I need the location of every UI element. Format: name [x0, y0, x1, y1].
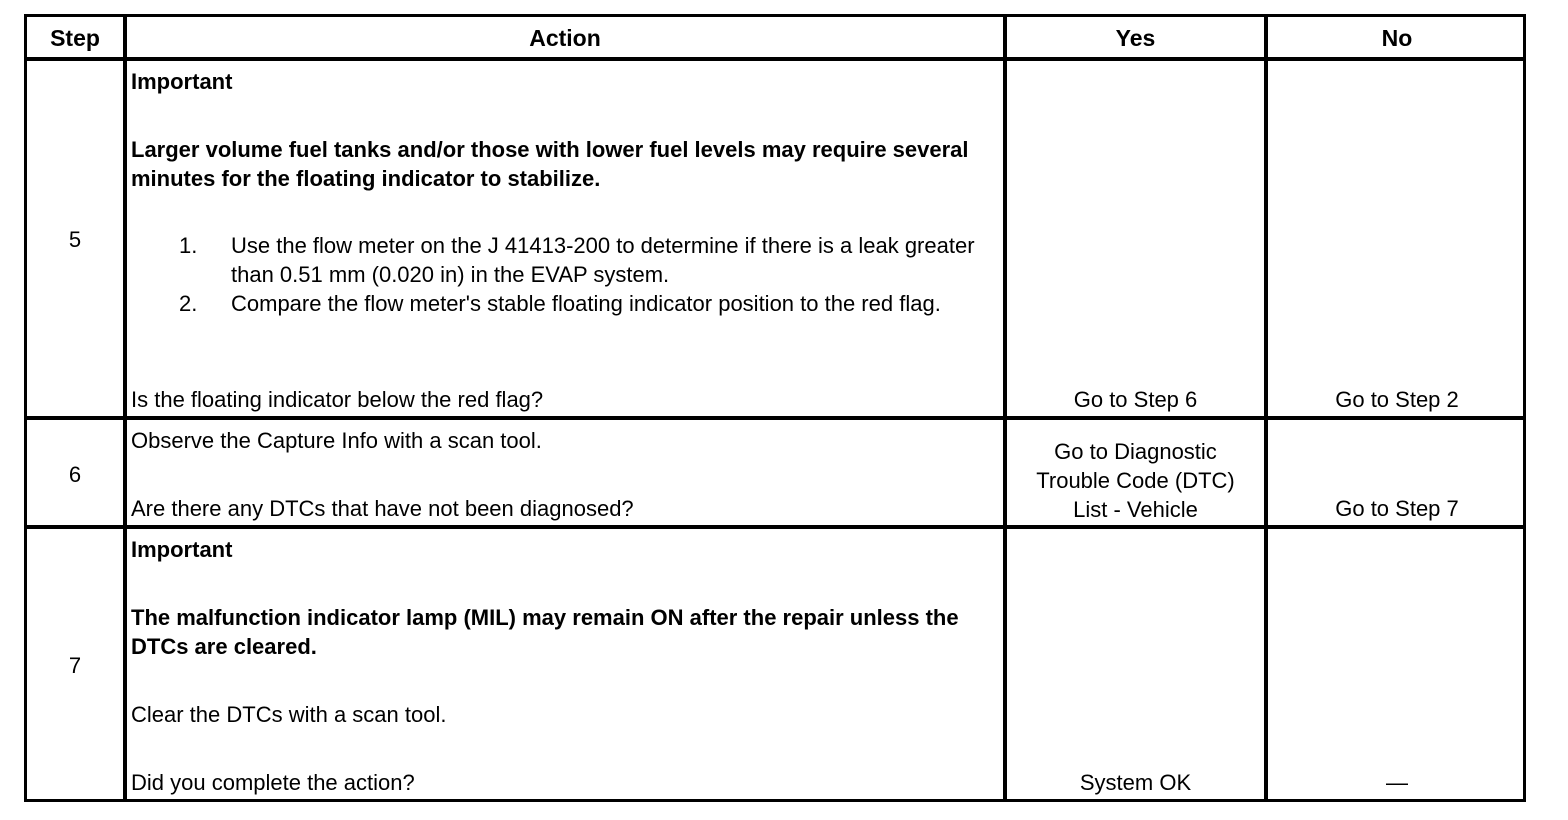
yes-result: System OK — [1079, 770, 1192, 795]
action-cell — [131, 529, 997, 799]
step-number: 5 — [68, 227, 82, 252]
question-text: Is the floating indicator below the red flag? — [131, 387, 544, 412]
important-note: The malfunction indicator lamp (MIL) may remain ON after the repair unless the DTCs are cleared. — [131, 605, 965, 659]
action-cell — [131, 420, 997, 525]
important-label: Important — [131, 537, 233, 562]
action-text: Observe the Capture Info with a scan tool. — [131, 428, 542, 453]
no-result: Go to Step 7 — [1335, 496, 1459, 521]
important-note: Larger volume fuel tanks and/or those with lower fuel levels may require several minutes for the floating indicator to stabilize. — [131, 137, 975, 191]
question-text: Did you complete the action? — [131, 770, 415, 795]
header-action: Action — [529, 25, 601, 51]
column-divider — [123, 17, 127, 799]
list-number: 2. — [179, 291, 198, 316]
yes-result: Go to Step 6 — [1073, 387, 1198, 412]
action-cell — [131, 61, 997, 416]
no-result: — — [1386, 770, 1408, 795]
step-number: 7 — [68, 653, 82, 678]
action-text: Clear the DTCs with a scan tool. — [131, 702, 447, 727]
list-text: Use the flow meter on the J 41413-200 to determine if there is a leak greater than 0.51 mm (0.020 in) in the EVAP system. — [231, 233, 975, 287]
step-number: 6 — [68, 462, 82, 487]
list-number: 1. — [179, 233, 198, 258]
list-text: Compare the flow meter's stable floating indicator position to the red flag. — [231, 291, 941, 316]
question-text: Are there any DTCs that have not been diagnosed? — [131, 496, 634, 521]
yes-result: Go to Diagnostic Trouble Code (DTC) List - Vehicle — [1036, 439, 1235, 522]
header-no: No — [1381, 25, 1413, 51]
header-step: Step — [50, 25, 100, 51]
diagnostic-table — [24, 14, 1526, 802]
no-result: Go to Step 2 — [1335, 387, 1459, 412]
header-yes: Yes — [1115, 25, 1156, 51]
important-label: Important — [131, 69, 233, 94]
